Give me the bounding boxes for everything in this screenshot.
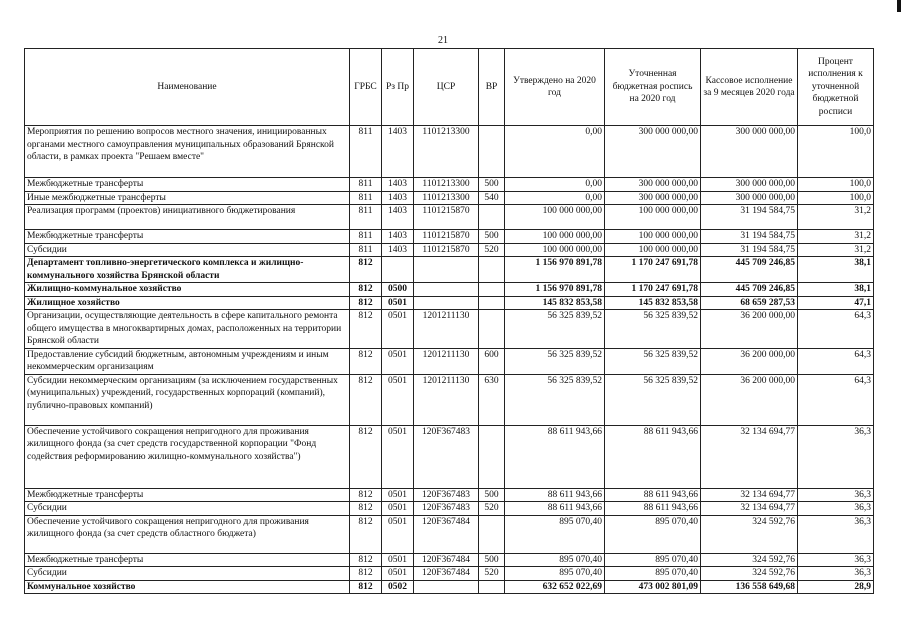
table-row [25, 580, 874, 594]
row-grbs: 812 [350, 310, 382, 349]
row-percent: 31,2 [798, 205, 874, 230]
row-percent: 100,0 [798, 178, 874, 192]
row-percent: 28,9 [798, 580, 874, 594]
row-vr: 500 [479, 178, 505, 192]
table-row [25, 515, 874, 553]
row-grbs: 812 [350, 580, 382, 594]
table-row [25, 348, 874, 374]
row-approved: 0,00 [505, 178, 605, 192]
row-grbs: 812 [350, 567, 382, 581]
row-cash: 445 709 246,85 [701, 257, 798, 283]
row-cash: 31 194 584,75 [701, 230, 798, 244]
row-approved: 145 832 853,58 [505, 296, 605, 310]
row-approved: 88 611 943,66 [505, 502, 605, 516]
row-csr: 1201211130 [414, 374, 479, 425]
table-row [25, 283, 874, 297]
row-rzpr: 0501 [382, 296, 414, 310]
row-approved: 100 000 000,00 [505, 243, 605, 257]
row-vr: 540 [479, 191, 505, 205]
row-approved: 895 070,40 [505, 515, 605, 553]
row-rzpr: 0501 [382, 567, 414, 581]
row-name: Реализация программ (проектов) инициативного бюджетирования [25, 205, 350, 230]
col-rzpr-header: Рз Пр [382, 49, 414, 126]
table-row [25, 502, 874, 516]
row-grbs: 812 [350, 257, 382, 283]
row-refined: 100 000 000,00 [605, 243, 701, 257]
row-csr: 120F367484 [414, 515, 479, 553]
row-percent: 31,2 [798, 230, 874, 244]
table-row [25, 567, 874, 581]
row-refined: 100 000 000,00 [605, 230, 701, 244]
row-csr: 120F367484 [414, 553, 479, 567]
table-row [25, 425, 874, 488]
row-csr: 1101215870 [414, 205, 479, 230]
row-percent: 36,3 [798, 502, 874, 516]
row-cash: 136 558 649,68 [701, 580, 798, 594]
row-csr: 1101213300 [414, 191, 479, 205]
row-percent: 64,3 [798, 374, 874, 425]
row-rzpr: 0501 [382, 374, 414, 425]
row-csr: 1101213300 [414, 178, 479, 192]
table-row [25, 243, 874, 257]
row-refined: 88 611 943,66 [605, 488, 701, 502]
row-csr: 1101215870 [414, 243, 479, 257]
row-percent: 36,3 [798, 515, 874, 553]
row-rzpr: 0501 [382, 515, 414, 553]
row-refined: 100 000 000,00 [605, 205, 701, 230]
row-name: Организации, осуществляющие деятельность в сфере капитального ремонта общего имущества в многоквартирных домах, расположенных на территории Брянской области [25, 310, 350, 349]
row-approved: 1 156 970 891,78 [505, 283, 605, 297]
row-percent: 38,1 [798, 283, 874, 297]
row-rzpr: 1403 [382, 126, 414, 178]
row-rzpr: 0501 [382, 425, 414, 488]
row-grbs: 812 [350, 502, 382, 516]
row-refined: 473 002 801,09 [605, 580, 701, 594]
row-percent: 31,2 [798, 243, 874, 257]
row-approved: 0,00 [505, 126, 605, 178]
row-name: Предоставление субсидий бюджетным, автономным учреждениям и иным некоммерческим организациям [25, 348, 350, 374]
row-vr: 500 [479, 553, 505, 567]
row-refined: 1 170 247 691,78 [605, 257, 701, 283]
row-grbs: 812 [350, 553, 382, 567]
row-grbs: 811 [350, 126, 382, 178]
row-cash: 32 134 694,77 [701, 488, 798, 502]
row-cash: 32 134 694,77 [701, 425, 798, 488]
row-refined: 56 325 839,52 [605, 348, 701, 374]
col-csr-header: ЦСР [414, 49, 479, 126]
row-csr [414, 296, 479, 310]
row-rzpr: 1403 [382, 191, 414, 205]
row-cash: 36 200 000,00 [701, 374, 798, 425]
row-approved: 56 325 839,52 [505, 348, 605, 374]
table-row [25, 191, 874, 205]
row-csr: 1201211130 [414, 348, 479, 374]
row-cash: 32 134 694,77 [701, 502, 798, 516]
row-vr [479, 580, 505, 594]
row-grbs: 811 [350, 243, 382, 257]
row-cash: 300 000 000,00 [701, 191, 798, 205]
row-csr: 120F367484 [414, 567, 479, 581]
row-vr: 600 [479, 348, 505, 374]
row-approved: 632 652 022,69 [505, 580, 605, 594]
row-csr: 1201211130 [414, 310, 479, 349]
row-csr: 1101213300 [414, 126, 479, 178]
row-name: Жилищно-коммунальное хозяйство [25, 283, 350, 297]
row-percent: 100,0 [798, 191, 874, 205]
page-number: 21 [438, 35, 448, 46]
row-approved: 895 070,40 [505, 553, 605, 567]
row-percent: 100,0 [798, 126, 874, 178]
row-approved: 88 611 943,66 [505, 488, 605, 502]
row-cash: 324 592,76 [701, 567, 798, 581]
row-refined: 56 325 839,52 [605, 374, 701, 425]
col-name-header: Наименование [25, 49, 350, 126]
row-vr: 500 [479, 230, 505, 244]
row-rzpr: 0502 [382, 580, 414, 594]
row-approved: 1 156 970 891,78 [505, 257, 605, 283]
row-vr: 500 [479, 488, 505, 502]
col-cash-header: Кассовое исполнение за 9 месяцев 2020 года [701, 49, 798, 126]
row-cash: 445 709 246,85 [701, 283, 798, 297]
row-csr: 1101215870 [414, 230, 479, 244]
row-csr [414, 580, 479, 594]
row-name: Иные межбюджетные трансферты [25, 191, 350, 205]
row-vr: 520 [479, 243, 505, 257]
row-vr [479, 257, 505, 283]
row-cash: 36 200 000,00 [701, 348, 798, 374]
row-refined: 895 070,40 [605, 515, 701, 553]
row-rzpr: 0501 [382, 488, 414, 502]
row-approved: 100 000 000,00 [505, 205, 605, 230]
table-row [25, 257, 874, 283]
row-refined: 56 325 839,52 [605, 310, 701, 349]
row-name: Обеспечение устойчивого сокращения непригодного для проживания жилищного фонда (за счет средств государственной корпорации "Фонд содействия реформированию жилищно-коммунального хозяйства") [25, 425, 350, 488]
row-vr [479, 296, 505, 310]
row-rzpr: 0501 [382, 553, 414, 567]
col-grbs-header: ГРБС [350, 49, 382, 126]
row-vr [479, 205, 505, 230]
table-row [25, 205, 874, 230]
table-row [25, 553, 874, 567]
row-refined: 88 611 943,66 [605, 425, 701, 488]
col-refined-header: Уточненная бюджетная роспись на 2020 год [605, 49, 701, 126]
row-percent: 64,3 [798, 348, 874, 374]
row-name: Департамент топливно-энергетического комплекса и жилищно-коммунального хозяйства Брянской области [25, 257, 350, 283]
row-rzpr: 0501 [382, 310, 414, 349]
row-cash: 300 000 000,00 [701, 126, 798, 178]
table-row [25, 296, 874, 310]
row-name: Жилищное хозяйство [25, 296, 350, 310]
row-refined: 300 000 000,00 [605, 191, 701, 205]
row-vr [479, 126, 505, 178]
row-rzpr: 1403 [382, 205, 414, 230]
row-grbs: 812 [350, 283, 382, 297]
col-approved-header: Утверждено на 2020 год [505, 49, 605, 126]
row-vr [479, 425, 505, 488]
row-grbs: 812 [350, 488, 382, 502]
header-row [25, 49, 874, 126]
row-rzpr: 1403 [382, 230, 414, 244]
row-name: Межбюджетные трансферты [25, 488, 350, 502]
budget-execution-table [24, 48, 874, 594]
row-vr: 630 [479, 374, 505, 425]
row-percent: 38,1 [798, 257, 874, 283]
row-vr [479, 283, 505, 297]
row-refined: 145 832 853,58 [605, 296, 701, 310]
row-approved: 0,00 [505, 191, 605, 205]
row-approved: 895 070,40 [505, 567, 605, 581]
row-name: Обеспечение устойчивого сокращения непригодного для проживания жилищного фонда (за счет средств областного бюджета) [25, 515, 350, 553]
row-grbs: 811 [350, 191, 382, 205]
row-rzpr [382, 257, 414, 283]
row-percent: 36,3 [798, 553, 874, 567]
table-row [25, 310, 874, 349]
row-name: Мероприятия по решению вопросов местного значения, инициированных органами местного самоуправления муниципальных образований Брянской области, в рамках проекта "Решаем вместе" [25, 126, 350, 178]
row-name: Субсидии [25, 502, 350, 516]
row-name: Субсидии [25, 243, 350, 257]
row-refined: 300 000 000,00 [605, 178, 701, 192]
row-grbs: 812 [350, 296, 382, 310]
row-grbs: 811 [350, 178, 382, 192]
row-name: Межбюджетные трансферты [25, 230, 350, 244]
row-rzpr: 1403 [382, 178, 414, 192]
row-vr: 520 [479, 567, 505, 581]
table-row [25, 126, 874, 178]
row-vr [479, 515, 505, 553]
row-cash: 31 194 584,75 [701, 205, 798, 230]
row-name: Межбюджетные трансферты [25, 178, 350, 192]
row-cash: 31 194 584,75 [701, 243, 798, 257]
table-row [25, 488, 874, 502]
row-cash: 36 200 000,00 [701, 310, 798, 349]
row-grbs: 812 [350, 348, 382, 374]
table-row [25, 374, 874, 425]
row-name: Коммунальное хозяйство [25, 580, 350, 594]
row-csr: 120F367483 [414, 488, 479, 502]
row-approved: 56 325 839,52 [505, 310, 605, 349]
row-name: Субсидии [25, 567, 350, 581]
row-grbs: 812 [350, 515, 382, 553]
row-refined: 88 611 943,66 [605, 502, 701, 516]
row-approved: 88 611 943,66 [505, 425, 605, 488]
row-rzpr: 0501 [382, 348, 414, 374]
row-cash: 324 592,76 [701, 515, 798, 553]
row-refined: 300 000 000,00 [605, 126, 701, 178]
row-rzpr: 1403 [382, 243, 414, 257]
row-percent: 47,1 [798, 296, 874, 310]
row-vr: 520 [479, 502, 505, 516]
row-rzpr: 0500 [382, 283, 414, 297]
row-csr: 120F367483 [414, 425, 479, 488]
row-grbs: 812 [350, 425, 382, 488]
row-csr [414, 283, 479, 297]
row-approved: 56 325 839,52 [505, 374, 605, 425]
table-row [25, 178, 874, 192]
table-row [25, 230, 874, 244]
row-csr [414, 257, 479, 283]
row-name: Межбюджетные трансферты [25, 553, 350, 567]
row-percent: 36,3 [798, 425, 874, 488]
row-percent: 36,3 [798, 488, 874, 502]
row-percent: 36,3 [798, 567, 874, 581]
row-approved: 100 000 000,00 [505, 230, 605, 244]
row-refined: 1 170 247 691,78 [605, 283, 701, 297]
row-refined: 895 070,40 [605, 567, 701, 581]
row-grbs: 812 [350, 374, 382, 425]
row-percent: 64,3 [798, 310, 874, 349]
col-percent-header: Процент исполнения к уточненной бюджетной росписи [798, 49, 874, 126]
row-cash: 324 592,76 [701, 553, 798, 567]
row-grbs: 811 [350, 230, 382, 244]
row-csr: 120F367483 [414, 502, 479, 516]
row-refined: 895 070,40 [605, 553, 701, 567]
row-cash: 68 659 287,53 [701, 296, 798, 310]
row-rzpr: 0501 [382, 502, 414, 516]
row-cash: 300 000 000,00 [701, 178, 798, 192]
row-grbs: 811 [350, 205, 382, 230]
row-name: Субсидии некоммерческим организациям (за исключением государственных (муниципальных) учреждений, государственных корпораций (компаний), публично-правовых компаний) [25, 374, 350, 425]
row-vr [479, 310, 505, 349]
margin-mark [897, 0, 901, 12]
col-vr-header: ВР [479, 49, 505, 126]
